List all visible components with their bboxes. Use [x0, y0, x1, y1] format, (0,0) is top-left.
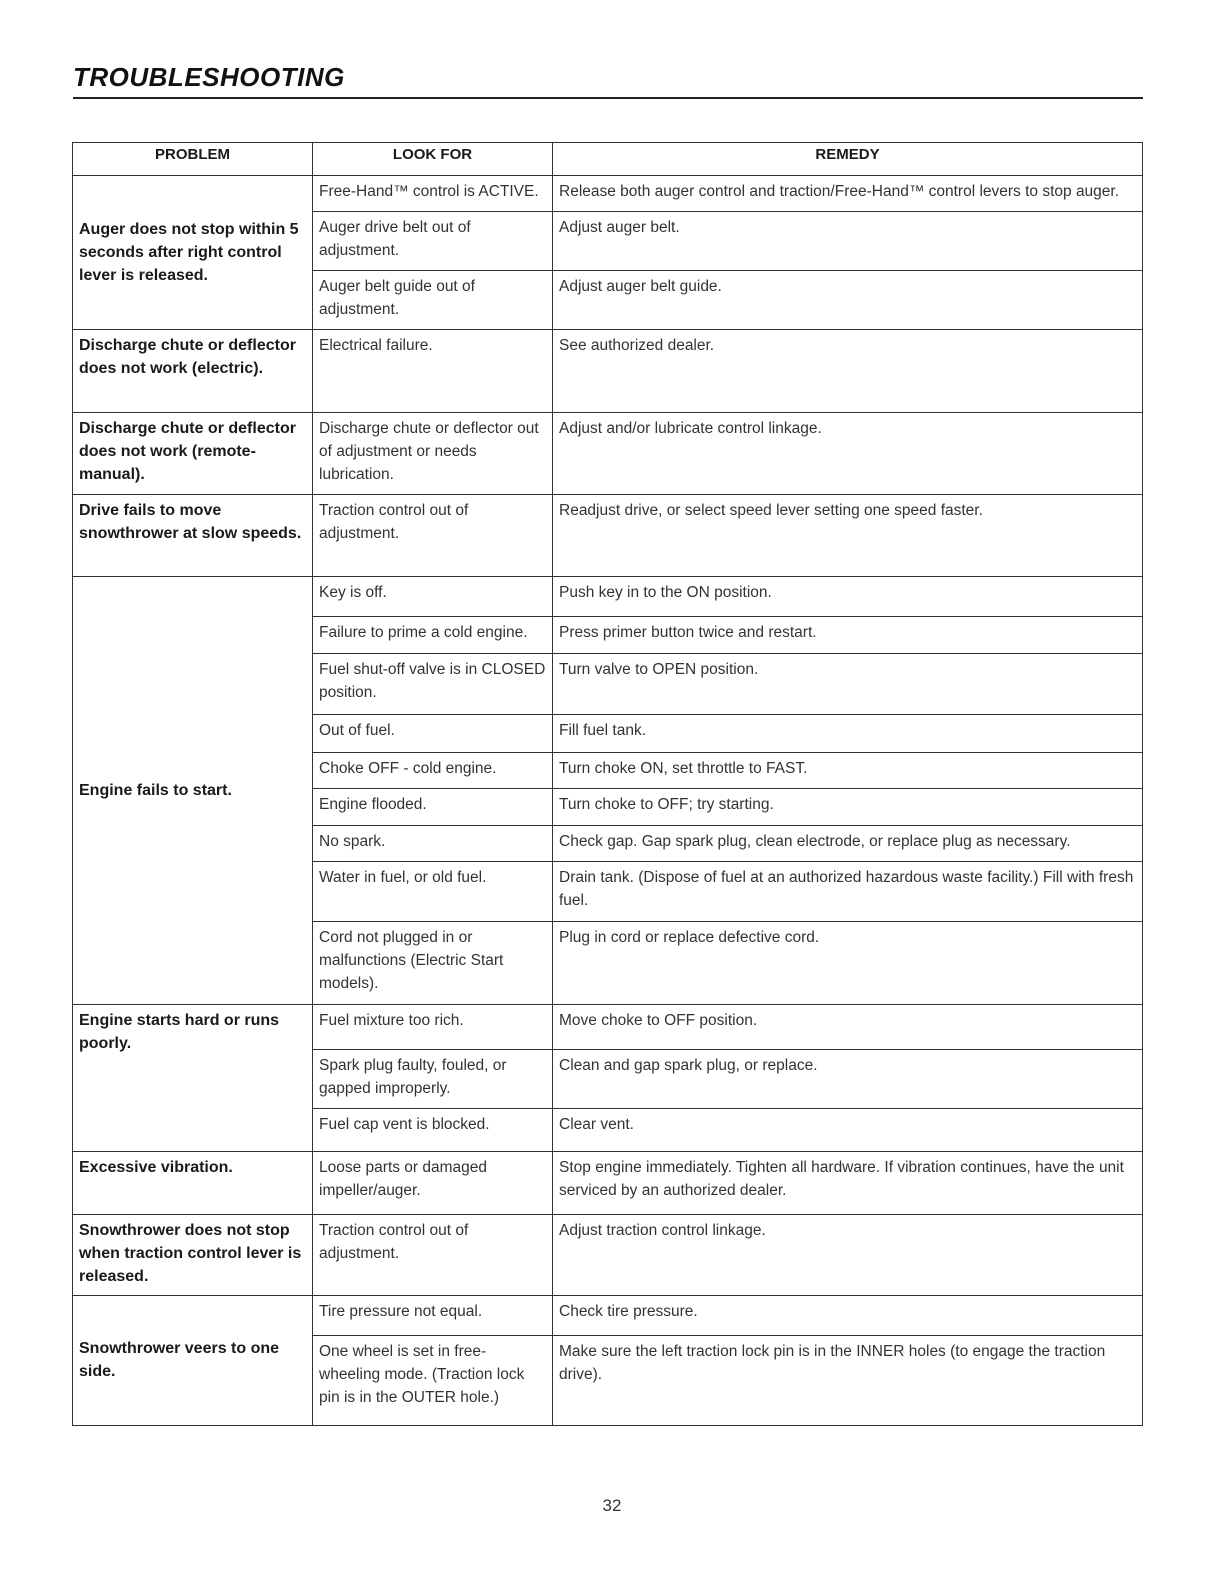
table-row — [73, 1152, 1143, 1215]
problem-cell: Excessive vibration. — [73, 1152, 313, 1215]
remedy-cell: Adjust auger belt guide. — [553, 271, 1143, 330]
look-for-cell: One wheel is set in free-wheeling mode. (Traction lock pin is in the OUTER hole.) — [313, 1336, 553, 1426]
remedy-cell: Press primer button twice and restart. — [553, 617, 1143, 654]
table-row — [73, 577, 1143, 617]
look-for-cell: Cord not plugged in or malfunctions (Electric Start models). — [313, 922, 553, 1005]
remedy-cell: Clean and gap spark plug, or replace. — [553, 1050, 1143, 1109]
remedy-cell: Move choke to OFF position. — [553, 1005, 1143, 1050]
problem-cell: Engine fails to start. — [73, 577, 313, 1005]
remedy-cell: Turn valve to OPEN position. — [553, 654, 1143, 715]
remedy-cell: Plug in cord or replace defective cord. — [553, 922, 1143, 1005]
remedy-cell: Stop engine immediately. Tighten all hardware. If vibration continues, have the unit serviced by an authorized dealer. — [553, 1152, 1143, 1215]
problem-cell: Drive fails to move snowthrower at slow speeds. — [73, 495, 313, 577]
problem-cell: Snowthrower does not stop when traction control lever is released. — [73, 1215, 313, 1296]
remedy-cell: Turn choke to OFF; try starting. — [553, 789, 1143, 826]
remedy-cell: Check tire pressure. — [553, 1296, 1143, 1336]
remedy-cell: Turn choke ON, set throttle to FAST. — [553, 753, 1143, 789]
look-for-cell: Auger drive belt out of adjustment. — [313, 212, 553, 271]
header-remedy: REMEDY — [553, 143, 1143, 176]
header-problem: PROBLEM — [73, 143, 313, 176]
remedy-cell: Push key in to the ON position. — [553, 577, 1143, 617]
remedy-cell: Drain tank. (Dispose of fuel at an authorized hazardous waste facility.) Fill with fresh fuel. — [553, 862, 1143, 922]
look-for-cell: Electrical failure. — [313, 330, 553, 413]
remedy-cell: Adjust and/or lubricate control linkage. — [553, 413, 1143, 495]
remedy-cell: Release both auger control and traction/Free-Hand™ control levers to stop auger. — [553, 176, 1143, 212]
look-for-cell: Auger belt guide out of adjustment. — [313, 271, 553, 330]
remedy-cell: Readjust drive, or select speed lever setting one speed faster. — [553, 495, 1143, 577]
remedy-cell: Clear vent. — [553, 1109, 1143, 1152]
table-header-row — [73, 143, 1143, 176]
page-number: 32 — [602, 1496, 622, 1515]
look-for-cell: Choke OFF - cold engine. — [313, 753, 553, 789]
problem-cell: Engine starts hard or runs poorly. — [73, 1005, 313, 1152]
header-look-for: LOOK FOR — [313, 143, 553, 176]
look-for-cell: Loose parts or damaged impeller/auger. — [313, 1152, 553, 1215]
look-for-cell: Key is off. — [313, 577, 553, 617]
look-for-cell: Free-Hand™ control is ACTIVE. — [313, 176, 553, 212]
remedy-cell: Check gap. Gap spark plug, clean electrode, or replace plug as necessary. — [553, 826, 1143, 862]
problem-cell: Auger does not stop within 5 seconds after right control lever is released. — [73, 176, 313, 330]
problem-cell: Snowthrower veers to one side. — [73, 1296, 313, 1426]
table-row — [73, 1296, 1143, 1336]
remedy-cell: Fill fuel tank. — [553, 715, 1143, 753]
table-row — [73, 330, 1143, 413]
title-divider — [73, 97, 1143, 99]
table-row — [73, 1005, 1143, 1050]
look-for-cell: Discharge chute or deflector out of adjustment or needs lubrication. — [313, 413, 553, 495]
look-for-cell: Out of fuel. — [313, 715, 553, 753]
look-for-cell: Fuel shut-off valve is in CLOSED position. — [313, 654, 553, 715]
table-row — [73, 413, 1143, 495]
look-for-cell: No spark. — [313, 826, 553, 862]
table-row — [73, 1215, 1143, 1296]
remedy-cell: Adjust auger belt. — [553, 212, 1143, 271]
look-for-cell: Fuel mixture too rich. — [313, 1005, 553, 1050]
look-for-cell: Fuel cap vent is blocked. — [313, 1109, 553, 1152]
troubleshooting-table — [72, 142, 1143, 1426]
look-for-cell: Spark plug faulty, fouled, or gapped improperly. — [313, 1050, 553, 1109]
look-for-cell: Tire pressure not equal. — [313, 1296, 553, 1336]
look-for-cell: Water in fuel, or old fuel. — [313, 862, 553, 922]
remedy-cell: See authorized dealer. — [553, 330, 1143, 413]
problem-cell: Discharge chute or deflector does not work (electric). — [73, 330, 313, 413]
problem-cell: Discharge chute or deflector does not work (remote-manual). — [73, 413, 313, 495]
page-title: TROUBLESHOOTING — [73, 62, 345, 92]
table-row — [73, 495, 1143, 577]
table-row — [73, 176, 1143, 212]
look-for-cell: Engine flooded. — [313, 789, 553, 826]
look-for-cell: Traction control out of adjustment. — [313, 495, 553, 577]
remedy-cell: Make sure the left traction lock pin is in the INNER holes (to engage the traction drive). — [553, 1336, 1143, 1426]
remedy-cell: Adjust traction control linkage. — [553, 1215, 1143, 1296]
look-for-cell: Failure to prime a cold engine. — [313, 617, 553, 654]
look-for-cell: Traction control out of adjustment. — [313, 1215, 553, 1296]
